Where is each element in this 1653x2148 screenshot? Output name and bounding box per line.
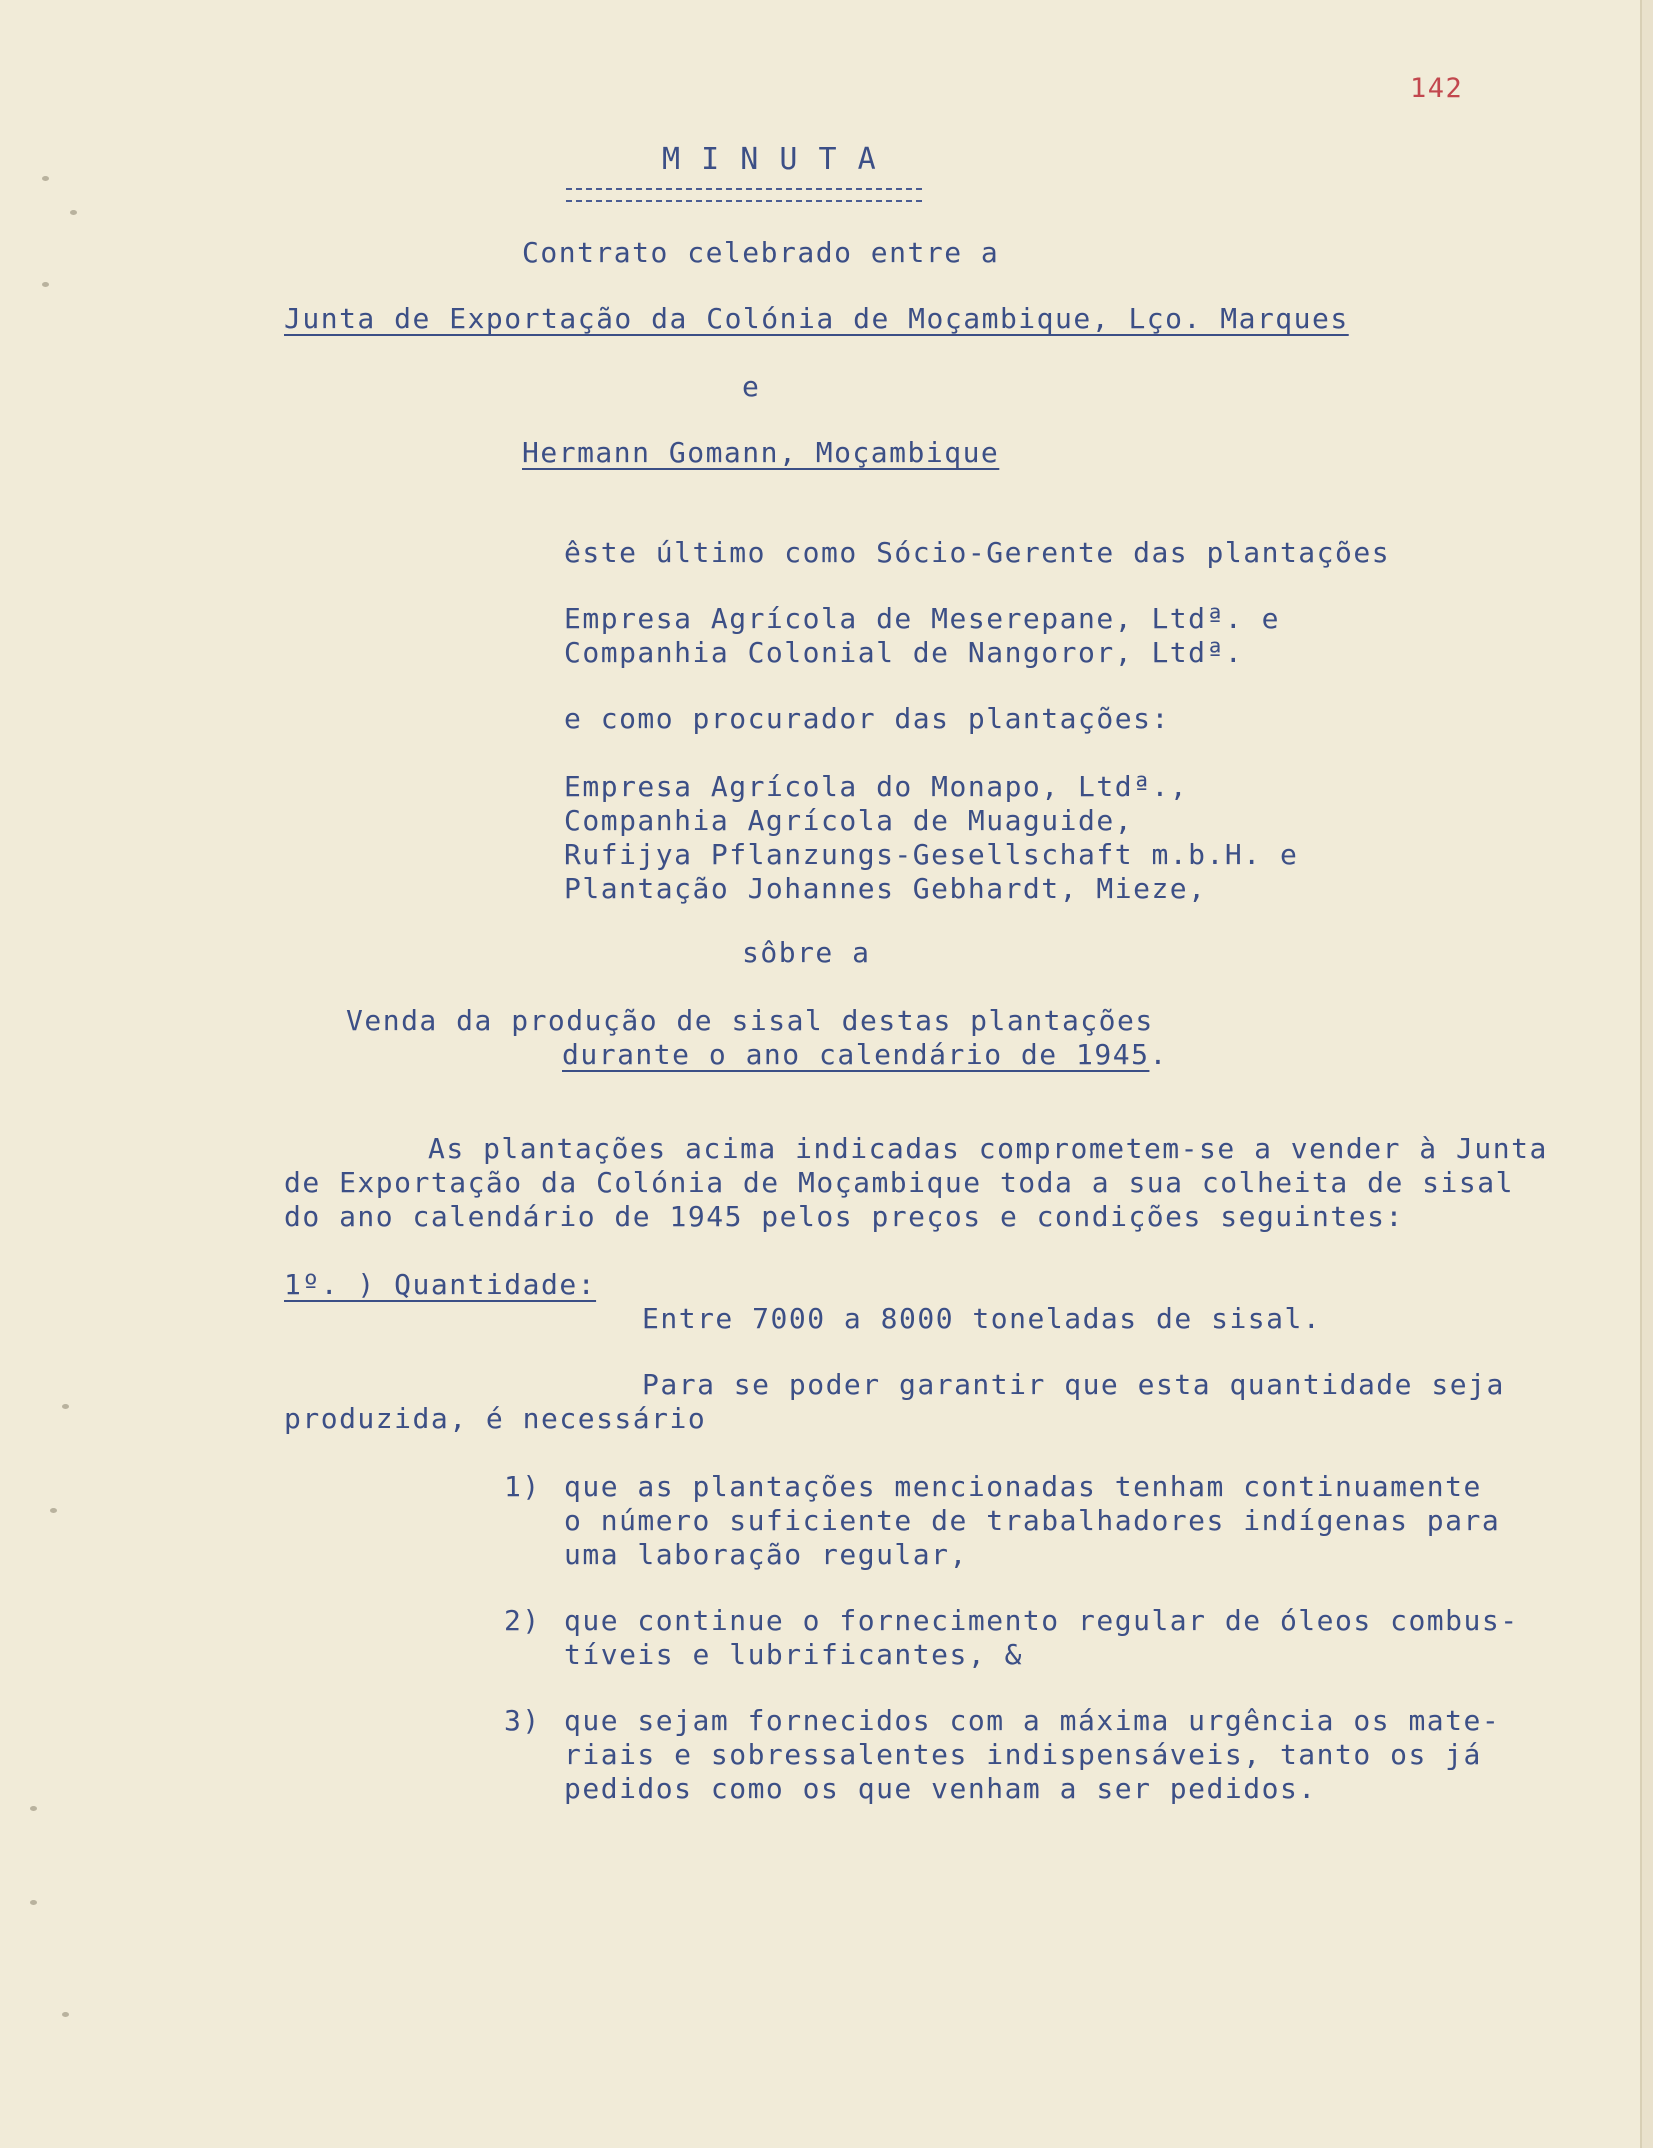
punch-mark: [30, 1900, 37, 1905]
punch-mark: [42, 282, 49, 287]
proxied-plantation: Rufijya Pflanzungs-Gesellschaft m.b.H. e: [564, 838, 1299, 871]
condition-number: 2): [504, 1604, 541, 1637]
subject-line-2-end: .: [1149, 1038, 1168, 1071]
subject-year-phrase: durante o ano calendário de 1945: [562, 1038, 1150, 1071]
condition-line: riais e sobressalentes indispensáveis, tanto os já: [564, 1738, 1482, 1771]
paragraph-line: As plantações acima indicadas comprometem-se a vender à Junta: [428, 1132, 1548, 1165]
conjunction: e: [742, 370, 761, 403]
condition-line: tíveis e lubrificantes, &: [564, 1638, 1023, 1671]
proxied-plantation: Companhia Agrícola de Muaguide,: [564, 804, 1134, 837]
condition-number: 3): [504, 1704, 541, 1737]
punch-mark: [30, 1806, 37, 1811]
page-number: 142: [1410, 73, 1464, 104]
paragraph-line: do ano calendário de 1945 pelos preços e condições seguintes:: [284, 1200, 1404, 1233]
section-value-quantity: Entre 7000 a 8000 toneladas de sisal.: [642, 1302, 1322, 1335]
managed-plantation: Companhia Colonial de Nangoror, Ltdª.: [564, 636, 1244, 669]
condition-line: que sejam fornecidos com a máxima urgência os mate-: [564, 1704, 1501, 1737]
condition-line: uma laboração regular,: [564, 1538, 968, 1571]
heading-double-underline: [566, 188, 922, 202]
contract-intro: Contrato celebrado entre a: [522, 236, 1000, 269]
managed-plantation: Empresa Agrícola de Meserepane, Ltdª. e: [564, 602, 1280, 635]
manager-line: êste último como Sócio-Gerente das plantações: [564, 536, 1391, 569]
subject-line-1: Venda da produção de sisal destas plantações: [346, 1004, 1154, 1037]
punch-mark: [42, 176, 49, 181]
subject-about: sôbre a: [742, 936, 871, 969]
proxied-plantation: Plantação Johannes Gebhardt, Mieze,: [564, 872, 1207, 905]
punch-mark: [62, 1404, 69, 1409]
punch-mark: [70, 210, 77, 215]
proxied-plantation: Empresa Agrícola do Monapo, Ltdª.,: [564, 770, 1189, 803]
condition-number: 1): [504, 1470, 541, 1503]
punch-mark: [50, 1508, 57, 1513]
condition-line: que continue o fornecimento regular de óleos combus-: [564, 1604, 1519, 1637]
party-1: Junta de Exportação da Colónia de Moçambique, Lço. Marques: [284, 302, 1349, 335]
section-title-quantity: 1º. ) Quantidade:: [284, 1268, 597, 1301]
condition-line: pedidos como os que venham a ser pedidos.: [564, 1772, 1317, 1805]
paragraph-line: produzida, é necessário: [284, 1402, 707, 1435]
paragraph-line: de Exportação da Colónia de Moçambique toda a sua colheita de sisal: [284, 1166, 1514, 1199]
condition-line: o número suficiente de trabalhadores indígenas para: [564, 1504, 1501, 1537]
party-2: Hermann Gomann, Moçambique: [522, 436, 1000, 469]
subject-line-2: [562, 1038, 1168, 1072]
proxy-line: e como procurador das plantações:: [564, 702, 1170, 735]
document-heading: M I N U T A: [662, 142, 878, 177]
condition-line: que as plantações mencionadas tenham continuamente: [564, 1470, 1482, 1503]
punch-mark: [62, 2012, 69, 2017]
paragraph-line: Para se poder garantir que esta quantidade seja: [642, 1368, 1505, 1401]
